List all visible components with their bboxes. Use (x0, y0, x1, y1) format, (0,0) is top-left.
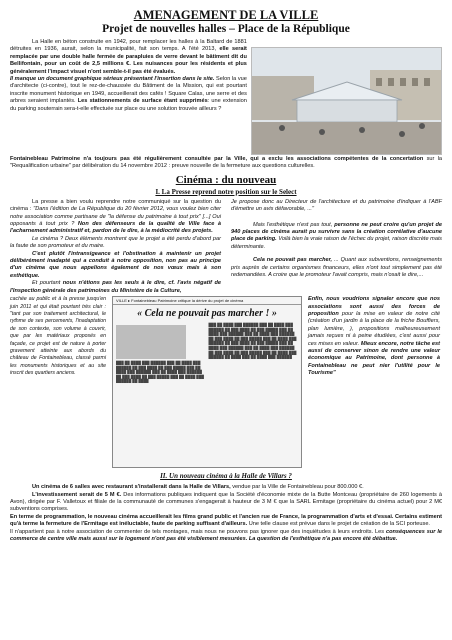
cinema-two-elements: Le cinéma ? Deux éléments montrent que le projet a été perdu d'abord par la faute de son promoteur et du maire. (10, 235, 221, 250)
villars-bold: Un cinéma de 6 salles avec restaurant s'installerait dans la Halle de Villars, (32, 484, 231, 491)
proposals-bold: Enfin, nous voudrions signaler encore que nos associations sont aussi des forces de proposition (308, 296, 440, 317)
press-answer: Non des défenseurs de la qualité de Ville face à l'acharnement administratif et, pardon de le dire, à la médiocrité des projets. (10, 221, 221, 235)
investment-paragraph (10, 492, 442, 514)
intro-section (10, 39, 442, 155)
intro-p1-nuisances: Les nuisances pour les résidents et plus généralement l'impact visuel n'ont semble-t-il pas été évalués. (10, 61, 247, 75)
intro-text (10, 39, 247, 155)
consequences-paragraph (10, 529, 442, 544)
investment-bold: L'investissement serait de 5 M €. (32, 491, 122, 498)
director-quote: Je propose donc au Directeur de l'architecture et du patrimoine d'indiquer à l'ABF d'émettre un avis défavorable, ..." (231, 198, 442, 213)
heritage-value: Mieux encore, notre tâche est aussi de conserver sinon de rendre une valeur économique au Patrimoine, dont personne à Fontainebleau ne peut nier l'utilité pour le Tourisme" (308, 340, 440, 377)
parking-lead: Mais l'esthétique n'est pas tout, (253, 221, 333, 228)
could-not-work-bold: Cela ne pouvait pas marcher, (253, 257, 333, 264)
section-1-right-column (231, 199, 442, 295)
clipping-col-1: ███ ██ ████ ███ ██████ ███ ██ ████ ███ ██████ ██ ███ ████ ██ ███ █████ ███ ██ ████ ███ ██████ ███ ██ ████ ███ ██████ ██ ███ ████ ██ ███ █████ ███ ██ ████ ███ ██████ ██ ████ (116, 323, 206, 384)
intro-p3-bold: Fontainebleau Patrimoine n'a toujours pas été régulièrement consultée par la Ville, qui a exclu les associations compétentes de la concertation (10, 156, 424, 162)
inspection-quote: cachée au public et à la presse jusqu'en juin 2011 et qui était pourtant très clair : "tant par son traitement architectural, le rythme de ses percements, l'inadaptation de son contexte, son volume à couvrir, que par les matériaux proposés en façade, ce projet est de nature à porter gravement atteinte aux abords du château de Fontainebleau, classé parmi les monuments historiques et au site inscrit des quartiers anciens. (10, 296, 106, 377)
parking-paragraph (231, 222, 442, 252)
document-page (10, 6, 442, 543)
parking-reason: Voilà bien la vraie raison de l'échec du projet, raison discrète mais déterminante. (231, 236, 442, 250)
intro-p1-text: La Halle en béton construite en 1942, pour remplacer les halles à la Baltard de 1881 détruites en 1936, aurait, selon la municipalité, fait son temps. A l'été 2013, (10, 39, 247, 53)
page-subtitle: Projet de nouvelles halles – Place de la République (102, 23, 350, 35)
not-alone-lead: Et pourtant (32, 280, 61, 287)
clipping-photo (116, 325, 186, 359)
proposals-paragraph (308, 296, 440, 377)
architect-view-image (251, 47, 442, 155)
intro-p2-question: : une extension du parking souterrain sera-t-elle effectuée sur place ou une solution trouvée ailleurs ? (10, 98, 247, 112)
page-title: AMENAGEMENT DE LA VILLE (133, 8, 319, 22)
intro-p2-italic: Il manque un document graphique sérieux présentant l'insertion dans le site. (10, 76, 215, 83)
clipping-header: VILLE ▸ Fontainebleau Patrimoine critique la dérive du projet de cinéma (113, 297, 301, 305)
inspection-opinion: nous n'étions pas les seuls à le dire, cf. l'avis négatif de l'Inspection générale des patrimoines du Ministère de la Culture, (10, 280, 221, 294)
press-question: [...] Oui opposants à tout prix ? (10, 213, 222, 228)
cinema-title: Cinéma : du nouveau (175, 173, 277, 186)
section-1-columns (10, 199, 442, 295)
clipping-headline: « Cela ne pouvait pas marcher ! » (137, 308, 277, 320)
press-quote: "Dans l'édition de La République du 20 février 2012, vous voulez bien citer notre association comme partisane de "la défense du patrimoine à tout prix" (10, 206, 221, 220)
consequences-bold: conséquences sur le commerce de centre ville mais aussi sur le logement n'ont pas été visiblement mesurées. La question de l'esthétique n'a pas encore été débattue. (10, 528, 442, 542)
programming-bold: En terme de programmation, le nouveau cinéma accueillerait les films grand public et l'ancien rue de France, la programmation d'arts et d'essai. Certains estiment qu'à terme la fermeture de l'Ermitage est inéluctable, faute de parking suffisant d'ailleurs. (10, 513, 442, 528)
intro-paragraph-1 (10, 39, 247, 76)
intro-p2-text: Selon la vue d'architecte (ci-contre), tout le rez-de-chaussée du Bâtiment de la Mission, qui est pourtant inscrite monument historique en 1949, accueillerait des cafés ! Square Calas, une serre et des arbres seraient implantés. (10, 76, 247, 105)
section-2-heading: II. Un nouveau cinéma à la Halle de Villars ? (160, 472, 292, 481)
intro-p2-parking: Les stationnements de surface étant supprimés (77, 98, 208, 105)
intransigence-paragraph: C'est plutôt l'intransigeance et l'obstination à maintenir un projet délibérément inadapté qui a conduit à notre opposition, non pas au principe d'un cinéma que nous appelions également de nos vœux mais à son esthétique. (10, 250, 221, 279)
intro-p3-text: sur la "Requalification urbaine" par délibération du 14 novembre 2012 : preuve nouvelle de la fermeture aux questions culturelles. (10, 156, 442, 170)
consequences-lead: Il n'appartient pas à notre association de commenter de tels montages, mais nous ne pouvons pas ignorer que des inquiétudes à leurs endroits. Les (10, 528, 385, 535)
villars-price: vendue par la Ville de Fontainebleau pour 800.000 €. (232, 484, 364, 491)
section-1-heading: I. La Presse reprend notre position sur le Select (155, 187, 297, 196)
clipping-body (113, 323, 301, 384)
intro-p1-bold: elle serait remplacée par une double halle fermée de parapluies de verre devant le bâtiment dit du Bellifontain, pour un coût de 2,5 millions €. (10, 46, 247, 68)
intro-paragraph-3 (10, 156, 442, 171)
section-1-left-column (10, 199, 221, 295)
clipping-col-2: ███ ██ ████ ███ ██████ ███ ██ ████ ███ ██████ ██ ███ ████ ██ ███ █████ ███ ██ ████ ███ ██████ ███ ██ ████ ███ ██████ ██ ███ ████ ██ ███ █████ ███ ██ ████ ███ ██████ ██ ███ ████ ██ ███ █████ ███ ██ ████ ███ ██████ ███ ██ ████ ███ ██████ ██ ███ ████ ██ ███ █████ ███ ██ ████ ███ ██████ ██ ████ ███ ██ ████ ███ ██████ (208, 323, 297, 360)
subsidies-text: ... Quant aux subventions, renseignements pris auprès de certains organismes financeurs, elles n'ont tout simplement pas été redemandées. A croire que le promoteur l'avait compris, mais n'osait le dire,... (231, 257, 442, 279)
clipping-row (10, 296, 442, 468)
press-paragraph (10, 199, 221, 236)
programming-paragraph (10, 514, 442, 529)
intro-paragraph-2 (10, 76, 247, 113)
parking-bold: personne ne peut croire qu'un projet de 940 places de cinéma aurait pu survivre sans la création corrélative d'aucune place de parking. (231, 221, 443, 243)
proposals-text: pour la mise en valeur de notre cité (création d'un jardin à la place de la friche Bouffiers, plan lumière, ), propositions malheureusement jamais reçues ni à peine étudiées, c'est aussi pour ces mises en valeur. (308, 310, 440, 347)
clipping-left-text (10, 296, 106, 468)
not-alone-paragraph (10, 280, 221, 295)
programming-text: Une telle clause est prévue dans le projet de création de la SCI porteuse. (248, 521, 430, 528)
proposals-column (308, 296, 440, 468)
architect-view-drawing (252, 48, 442, 154)
investment-text: Des informations publiques indiquent que la Société d'économie mixte de la Butte Montceau (propriétaire de 260 logements à Avon), dirigée par F. Valletoux et filiale de la communauté de communes s'engagerait à hauteur de 3 M € que la SARL Ermitage (propriétaire du cinéma actuel) pour 2 M€ subventions comprises. (10, 491, 442, 513)
could-not-work-paragraph (231, 257, 442, 279)
press-text: La presse a bien voulu reprendre notre communiqué sur la question du cinéma : (10, 198, 221, 213)
villars-paragraph (10, 484, 442, 491)
newspaper-clipping (112, 296, 302, 468)
